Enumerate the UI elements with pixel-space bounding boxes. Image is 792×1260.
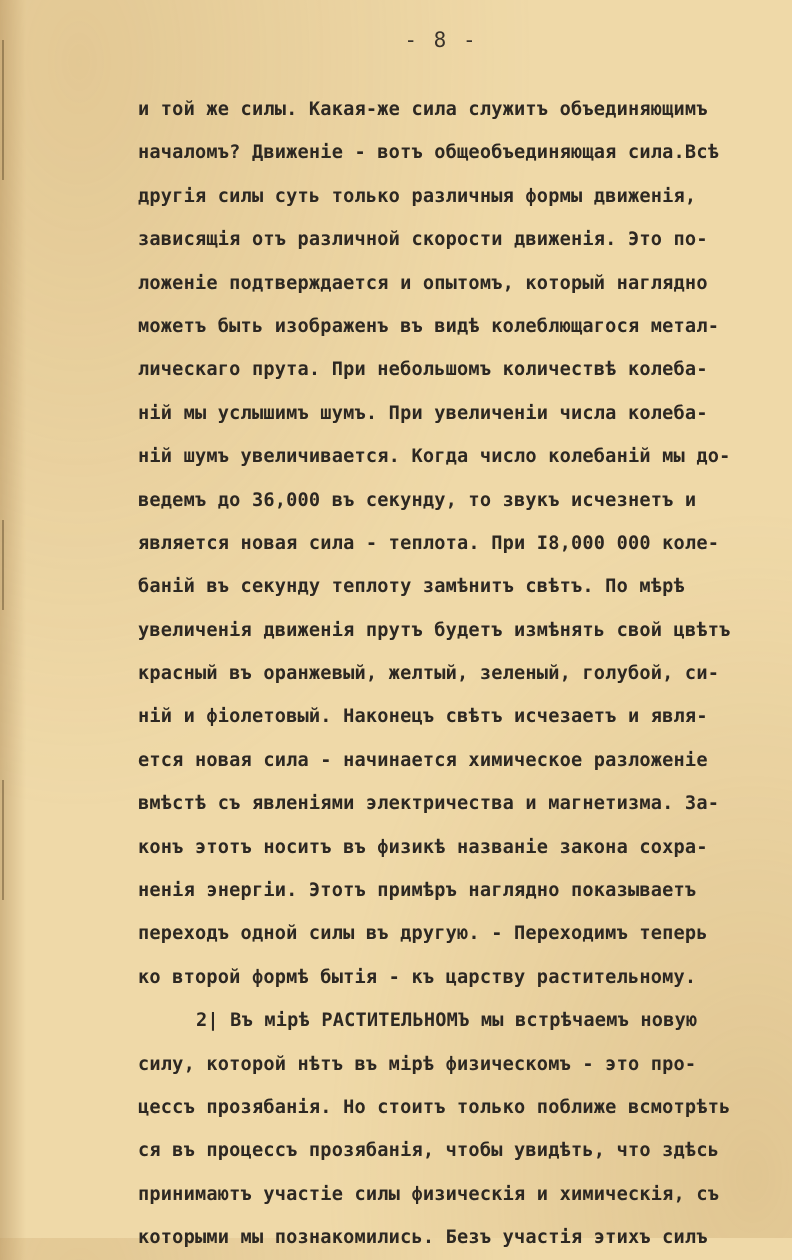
text-line: можетъ быть изображенъ въ видѣ колеблющагося метал- xyxy=(138,315,720,337)
binding-edge-mark xyxy=(2,780,4,900)
text-line: силу, которой нѣтъ въ мiрѣ физическомъ - это про- xyxy=(138,1053,697,1075)
text-line: нiй мы услышимъ шумъ. При увеличенiи числа колеба- xyxy=(138,402,708,424)
text-line: ется новая сила - начинается химическое разложенiе xyxy=(138,749,708,771)
binding-edge-mark xyxy=(2,40,4,180)
text-line: которыми мы познакомились. Безъ участiя этихъ силъ xyxy=(138,1227,708,1249)
text-line: лическаго прута. При небольшомъ количествѣ колеба- xyxy=(138,359,708,381)
text-line: нiй шумъ увеличивается. Когда число колебанiй мы до- xyxy=(138,446,731,468)
text-line: зависящiя отъ различной скорости движенiя. Это по- xyxy=(138,229,708,251)
text-line: банiй въ секунду теплоту замѣнитъ свѣтъ. По мѣрѣ xyxy=(138,576,685,598)
text-line: конъ этотъ носитъ въ физикѣ названiе закона сохра- xyxy=(138,836,708,858)
binding-edge-mark xyxy=(2,520,4,610)
text-line: ложенiе подтверждается и опытомъ, который наглядно xyxy=(138,272,708,294)
text-line: увеличенiя движенiя прутъ будетъ измѣнять свой цвѣтъ xyxy=(138,619,731,641)
text-line: ненiя энергiи. Этотъ примѣръ наглядно показываетъ xyxy=(138,880,697,902)
text-line: и той же силы. Какая-же сила служитъ объединяющимъ xyxy=(138,99,708,120)
text-line: является новая сила - теплота. При I8,000 000 коле- xyxy=(138,532,720,554)
text-line: вмѣстѣ съ явленiями электричества и магнетизма. За- xyxy=(138,793,720,815)
text-line: началомъ? Движенiе - вотъ общеобъединяющая сила.Всѣ xyxy=(138,142,720,164)
text-line: ведемъ до 36,000 въ секунду, то звукъ исчезнетъ и xyxy=(138,489,697,511)
page-number: - 8 - xyxy=(404,28,478,52)
text-line: ся въ процессъ прозябанiя, чтобы увидѣть, что здѣсь xyxy=(138,1140,720,1162)
text-line: нiй и фiолетовый. Наконецъ свѣтъ исчезаетъ и явля- xyxy=(138,706,708,728)
text-line: ко второй формѣ бытiя - къ царству растительному. xyxy=(138,966,697,988)
text-line: 2| Въ мiрѣ РАСТИТЕЛЬНОМЪ мы встрѣчаемъ новую xyxy=(196,1010,698,1032)
text-line: красный въ оранжевый, желтый, зеленый, голубой, си- xyxy=(138,663,720,685)
text-line: другiя силы суть только различныя формы движенiя, xyxy=(138,185,697,207)
text-line: переходъ одной силы въ другую. - Переходимъ теперь xyxy=(138,923,708,945)
body-text xyxy=(138,88,788,1260)
text-line: цессъ прозябанiя. Но стоитъ только поближе всмотрѣть xyxy=(138,1096,731,1118)
text-line: принимаютъ участiе силы физическiя и химическiя, съ xyxy=(138,1183,720,1205)
